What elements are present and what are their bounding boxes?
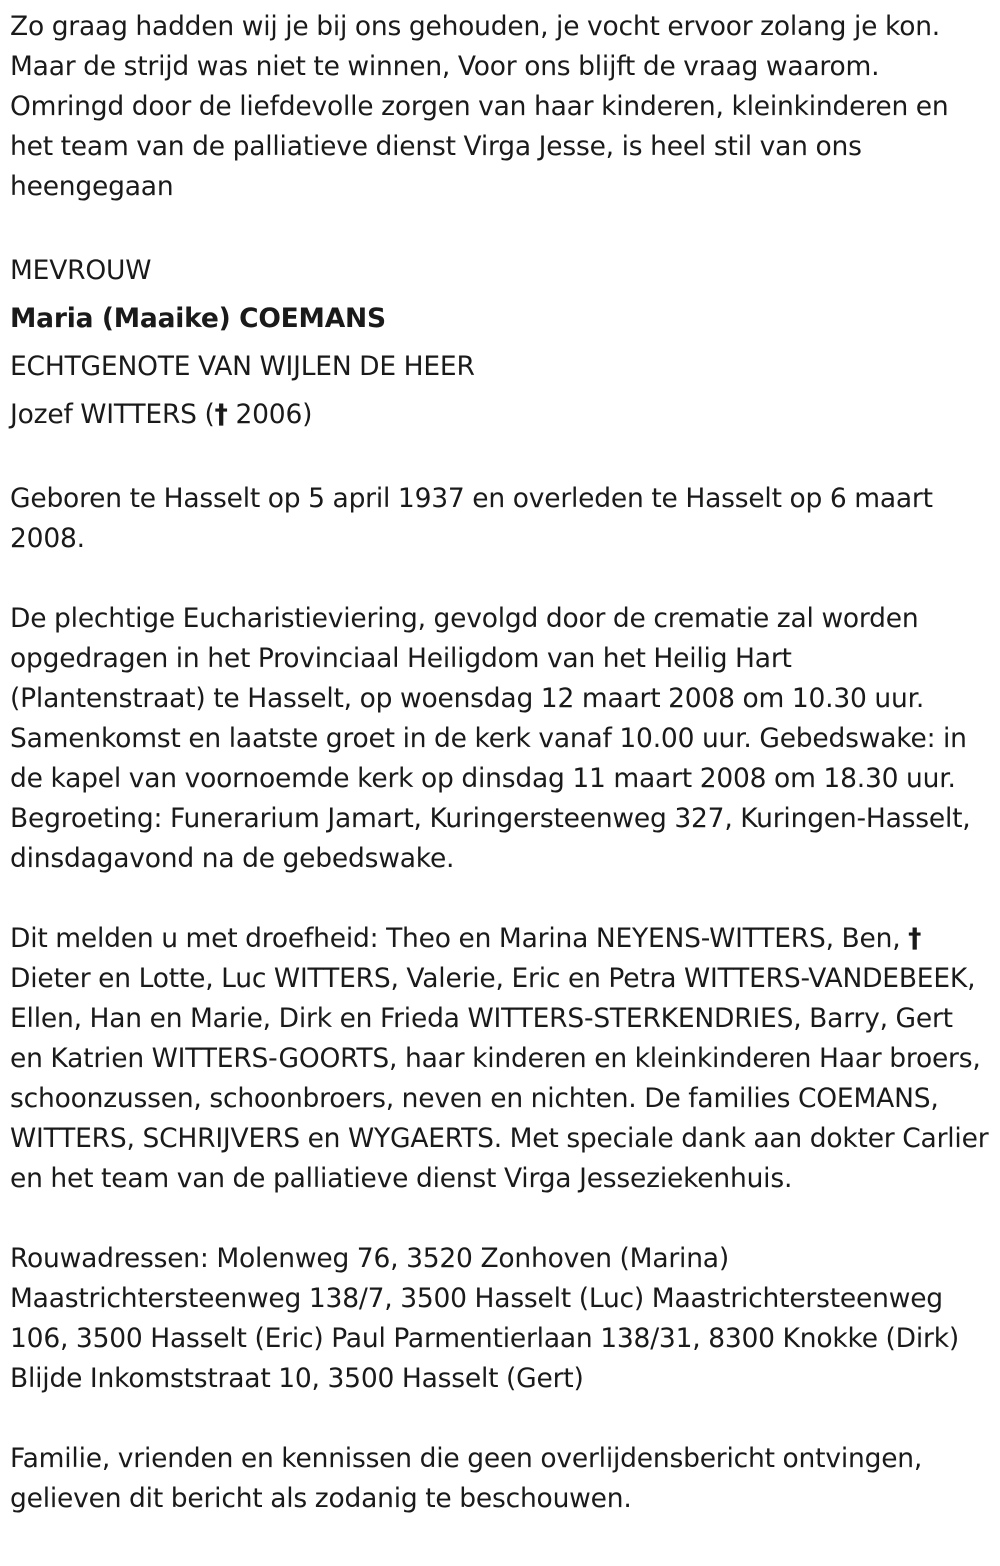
closing-paragraph: Familie, vrienden en kennissen die geen overlijdensbericht ontvingen, gelieven dit bericht als zodanig te beschouwen. [10, 1443, 923, 1514]
family-text-part1: Dit melden u met droefheid: Theo en Marina NEYENS-WITTERS, Ben, [10, 923, 909, 954]
ceremony-paragraph: De plechtige Eucharistieviering, gevolgd door de crematie zal worden opgedragen in het Provinciaal Heiligdom van het Heilig Hart (Plantenstraat) te Hasselt, op woensdag 12 maart 2008 om 10.30 uur. Samenkomst en laatste groet in de kerk vanaf 10.00 uur. Gebedswake: in de kapel van voornoemde kerk op dinsdag 11 maart 2008 om 18.30 uur. Begroeting: Funerarium Jamart, Kuringersteenweg 327, Kuringen-Hasselt, dinsdagavond na de gebedswake. [10, 603, 971, 874]
relation-line: ECHTGENOTE VAN WIJLEN DE HEER [10, 351, 475, 382]
addresses-paragraph: Rouwadressen: Molenweg 76, 3520 Zonhoven (Marina) Maastrichtersteenweg 138/7, 3500 Hasselt (Luc) Maastrichtersteenweg 106, 3500 Hasselt (Eric) Paul Parmentierlaan 138/31, 8300 Knokke (Dirk) Blijde Inkomststraat 10, 3500 Hasselt (Gert) [10, 1243, 960, 1394]
spouse-line [10, 391, 990, 439]
family-text-part2: Dieter en Lotte, Luc WITTERS, Valerie, Eric en Petra WITTERS-VANDEBEEK, Ellen, Han en Marie, Dirk en Frieda WITTERS-STERKENDRIES, Barry, Gert en Katrien WITTERS-GOORTS, haar kinderen en kleinkinderen Haar broers, schoonzussen, schoonbroers, neven en nichten. De families COEMANS, WITTERS, SCHRIJVERS en WYGAERTS. Met speciale dank aan dokter Carlier en het team van de palliatieve dienst Virga Jesseziekenhuis. [10, 963, 989, 1194]
spouse-year: 2006) [227, 399, 313, 430]
title-prefix: MEVROUW [10, 255, 152, 286]
spouse-name: Jozef WITTERS ( [10, 399, 215, 430]
intro-paragraph: Zo graag hadden wij je bij ons gehouden, je vocht ervoor zolang je kon. Maar de strijd was niet te winnen, Voor ons blijft de vraag waarom. Omringd door de liefdevolle zorgen van haar kinderen, kleinkinderen en het team van de palliatieve dienst Virga Jesse, is heel stil van ons heengegaan [10, 11, 949, 202]
cross-icon: † [908, 923, 922, 954]
cross-icon: † [214, 399, 228, 430]
family-paragraph [10, 919, 990, 1199]
deceased-name: Maria (Maaike) COEMANS [10, 303, 386, 334]
birth-death-paragraph: Geboren te Hasselt op 5 april 1937 en overleden te Hasselt op 6 maart 2008. [10, 483, 933, 554]
